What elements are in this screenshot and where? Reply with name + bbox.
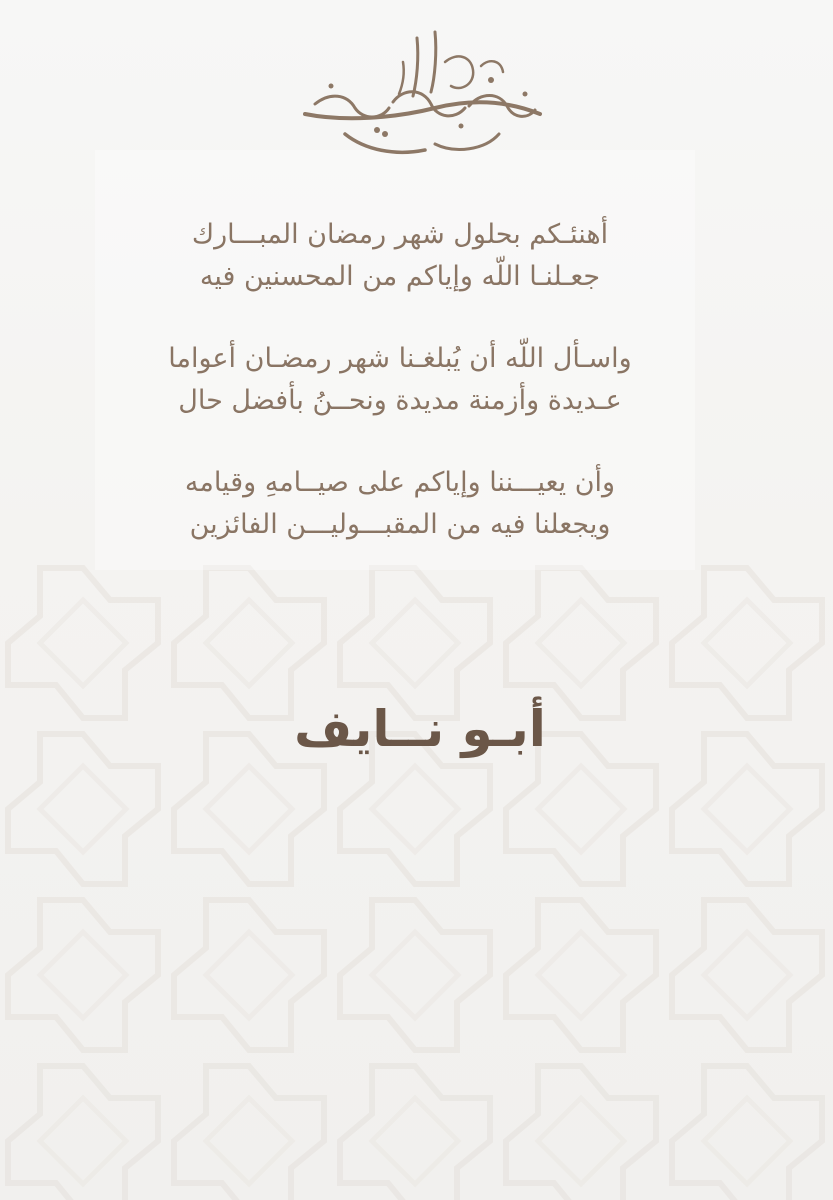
greeting-stanza-1 xyxy=(120,214,680,298)
greeting-stanza-2 xyxy=(120,338,680,422)
stanza-1-line-2: جعـلنـا اللّه وإياكم من المحسنين فيه xyxy=(199,261,601,292)
greeting-stanza-3 xyxy=(120,462,680,546)
stanza-2-line-2: عـديدة وأزمنة مديدة ونحــنُ بأفضل حال xyxy=(178,385,622,416)
stanza-1-line-1: أهنئـكم بحلول شهر رمضان المبـــارك xyxy=(191,219,609,250)
geometric-background-pattern xyxy=(0,560,833,1200)
stanza-3-line-1: وأن يعيـــننا وإياكم على صيــامهِ وقيامه xyxy=(184,467,616,498)
ramadan-calligraphy-logo xyxy=(285,22,565,172)
stanza-2-line-1: واسـأل اللّه أن يُبلغـنا شهر رمضـان أعواما xyxy=(168,343,632,374)
signature: أبـو نــايف xyxy=(294,700,546,758)
stanza-3-line-2: ويجعلنا فيه من المقبـــوليـــن الفائزين xyxy=(189,509,611,540)
